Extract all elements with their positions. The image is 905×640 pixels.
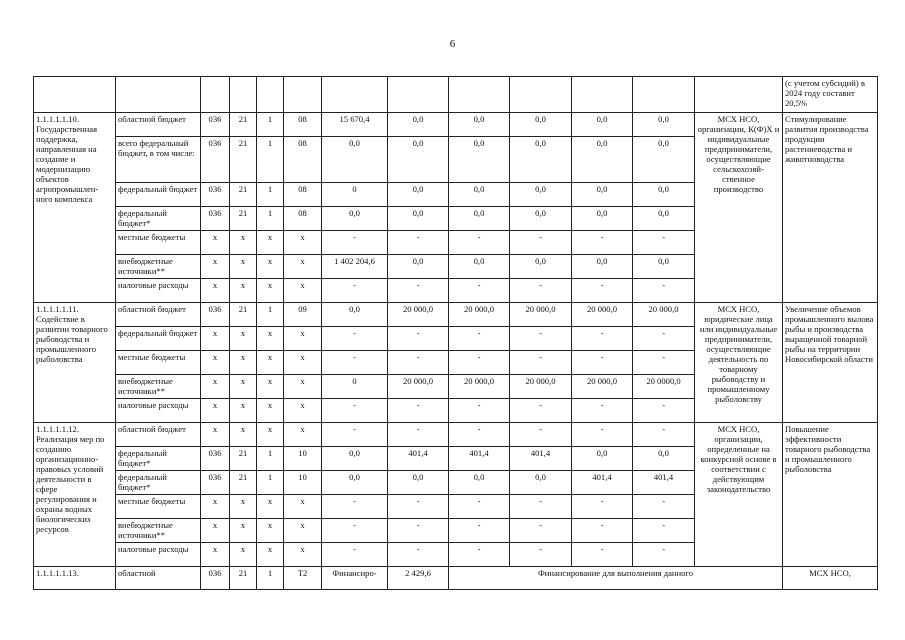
code-gov: 036 [201, 137, 230, 183]
amount-cell: - [388, 495, 449, 519]
code-program: 21 [230, 567, 257, 590]
funding-source: налоговые расходы [116, 279, 201, 303]
executor: МСХ НСО, юридические лица или индивидуальные предприниматели, осуществляющие деятельность по товарному рыбоводству и промышленному рыболовству [695, 303, 783, 423]
code-gov: x [201, 279, 230, 303]
amount-cell: - [388, 423, 449, 447]
amount-cell: 0,0 [510, 113, 572, 137]
amount-cell: - [572, 399, 633, 423]
funding-source: областной бюджет [116, 113, 201, 137]
amount-cell: - [449, 495, 510, 519]
amount-cell: - [388, 351, 449, 375]
amount-cell: 401,4 [633, 471, 695, 495]
code-gov: x [201, 327, 230, 351]
page-number: 6 [449, 38, 456, 50]
amount-cell: 0,0 [388, 207, 449, 231]
amount-cell: 1 402 204,6 [322, 255, 388, 279]
amount-cell: 0,0 [572, 207, 633, 231]
amount-cell: 0,0 [388, 183, 449, 207]
funding-source: внебюджетные источники** [116, 375, 201, 399]
code-activity: x [284, 399, 322, 423]
funding-source: федеральный бюджет [116, 327, 201, 351]
code-program: x [230, 423, 257, 447]
table-body [34, 77, 878, 590]
funding-source: налоговые расходы [116, 399, 201, 423]
amount-cell: - [388, 543, 449, 567]
funding-source: областной [116, 567, 201, 590]
amount-cell: 0,0 [322, 207, 388, 231]
code-activity: x [284, 255, 322, 279]
code-gov: x [201, 399, 230, 423]
amount-cell: 2 429,6 [388, 567, 449, 590]
amount-cell: - [388, 399, 449, 423]
amount-cell: - [633, 495, 695, 519]
header-row [34, 77, 878, 113]
funding-source: местные бюджеты [116, 231, 201, 255]
amount-cell: 0,0 [322, 471, 388, 495]
code-gov: 036 [201, 113, 230, 137]
amount-cell: - [449, 543, 510, 567]
code-activity: 10 [284, 447, 322, 471]
amount-cell: - [633, 399, 695, 423]
code-subprogram: 1 [257, 137, 284, 183]
amount-cell: 401,4 [388, 447, 449, 471]
amount-cell: 401,4 [572, 471, 633, 495]
code-subprogram: x [257, 423, 284, 447]
amount-cell: - [449, 279, 510, 303]
code-gov: 036 [201, 447, 230, 471]
amount-cell: 20 000,0 [449, 375, 510, 399]
code-gov: 036 [201, 303, 230, 327]
amount-cell: 0,0 [633, 255, 695, 279]
code-program: 21 [230, 183, 257, 207]
activity-name: 1.1.1.1.1.10. Государственная поддержка, направленная на создание и модернизацию объектов агропромышлен-ного комплекса [34, 113, 116, 303]
code-subprogram: x [257, 399, 284, 423]
expected-result: Стимулирование развития производства продукции растениеводства и животноводства [783, 113, 878, 303]
amount-cell: 0 [322, 375, 388, 399]
amount-cell: 401,4 [510, 447, 572, 471]
code-activity: x [284, 519, 322, 543]
amount-cell: 20 000,0 [633, 303, 695, 327]
amount-cell: 20 000,0 [449, 303, 510, 327]
code-program: x [230, 255, 257, 279]
amount-cell: 0,0 [388, 113, 449, 137]
code-subprogram: 1 [257, 567, 284, 590]
amount-cell: - [449, 423, 510, 447]
amount-cell: 0,0 [388, 137, 449, 183]
merged-note: Финансирование для выполнения данного [449, 567, 783, 590]
amount-cell: - [322, 351, 388, 375]
amount-cell: 0,0 [510, 471, 572, 495]
code-subprogram: x [257, 495, 284, 519]
amount-cell: 20 000,0 [572, 303, 633, 327]
amount-cell: - [510, 543, 572, 567]
code-program: 21 [230, 303, 257, 327]
amount-cell: 0,0 [633, 137, 695, 183]
code-subprogram: 1 [257, 447, 284, 471]
amount-cell: 401,4 [449, 447, 510, 471]
amount-cell: - [388, 519, 449, 543]
code-gov: 036 [201, 567, 230, 590]
code-gov: x [201, 519, 230, 543]
amount-cell: 0,0 [572, 137, 633, 183]
amount-cell: 0,0 [388, 255, 449, 279]
amount-cell: 0,0 [322, 303, 388, 327]
code-activity: x [284, 351, 322, 375]
amount-cell: 15 670,4 [322, 113, 388, 137]
amount-cell: 0,0 [449, 255, 510, 279]
amount-cell: - [633, 351, 695, 375]
program-table [33, 76, 878, 590]
code-program: x [230, 375, 257, 399]
amount-cell: - [449, 327, 510, 351]
amount-cell: 0,0 [572, 255, 633, 279]
amount-cell: - [572, 423, 633, 447]
code-activity: 08 [284, 137, 322, 183]
amount-cell: 0,0 [388, 471, 449, 495]
code-gov: x [201, 351, 230, 375]
code-subprogram: x [257, 231, 284, 255]
code-activity: Т2 [284, 567, 322, 590]
code-activity: x [284, 231, 322, 255]
amount-cell: - [633, 327, 695, 351]
funding-source: всего федеральный бюджет, в том числе: [116, 137, 201, 183]
code-program: 21 [230, 113, 257, 137]
funding-source: налоговые расходы [116, 543, 201, 567]
amount-cell: - [572, 351, 633, 375]
amount-cell: - [388, 231, 449, 255]
amount-cell: - [633, 279, 695, 303]
code-subprogram: 1 [257, 303, 284, 327]
funding-source: федеральный бюджет [116, 183, 201, 207]
activity-name: 1.1.1.1.1.13. [34, 567, 116, 590]
table-row [34, 567, 878, 590]
code-activity: x [284, 423, 322, 447]
amount-cell: - [572, 279, 633, 303]
amount-cell: - [388, 327, 449, 351]
code-program: x [230, 519, 257, 543]
code-subprogram: 1 [257, 113, 284, 137]
code-subprogram: x [257, 327, 284, 351]
funding-source: внебюджетные источники** [116, 519, 201, 543]
amount-cell: 0,0 [322, 137, 388, 183]
code-activity: 09 [284, 303, 322, 327]
code-subprogram: x [257, 519, 284, 543]
amount-cell: - [510, 495, 572, 519]
code-activity: 08 [284, 183, 322, 207]
amount-cell: - [572, 519, 633, 543]
amount-cell: - [322, 399, 388, 423]
amount-cell: 0,0 [449, 183, 510, 207]
code-subprogram: 1 [257, 183, 284, 207]
amount-cell: - [510, 399, 572, 423]
amount-cell: - [449, 231, 510, 255]
amount-cell: 0,0 [572, 447, 633, 471]
amount-cell: 0,0 [633, 447, 695, 471]
amount-cell: - [572, 231, 633, 255]
amount-cell: 0,0 [510, 207, 572, 231]
amount-cell: - [449, 399, 510, 423]
code-gov: x [201, 423, 230, 447]
amount-cell: 20 0000,0 [633, 375, 695, 399]
code-activity: 10 [284, 471, 322, 495]
amount-cell: 20 000,0 [510, 375, 572, 399]
amount-cell: 0 [322, 183, 388, 207]
code-gov: 036 [201, 207, 230, 231]
activity-name: 1.1.1.1.1.11. Содействие в развитии товарного рыбоводства и промышленного рыболовства [34, 303, 116, 423]
amount-cell: 20 000,0 [388, 375, 449, 399]
amount-cell: 0,0 [572, 183, 633, 207]
executor: МСХ НСО, организации, К(Ф)Х и индивидуальные предприниматели, осуществляющие сельскохозяй-ственное производство [695, 113, 783, 303]
expected-result: Повышение эффективности товарного рыбоводства и промышленного рыболовства [783, 423, 878, 567]
amount-cell: - [633, 543, 695, 567]
funding-source: местные бюджеты [116, 351, 201, 375]
amount-cell: 0,0 [633, 183, 695, 207]
code-program: x [230, 399, 257, 423]
funding-source: областной бюджет [116, 423, 201, 447]
amount-cell: - [322, 543, 388, 567]
funding-source: федеральный бюджет* [116, 447, 201, 471]
code-subprogram: x [257, 375, 284, 399]
code-gov: x [201, 495, 230, 519]
amount-cell: 20 000,0 [510, 303, 572, 327]
amount-cell: - [322, 231, 388, 255]
code-program: x [230, 279, 257, 303]
code-activity: x [284, 375, 322, 399]
code-gov: x [201, 543, 230, 567]
amount-cell: 0,0 [510, 255, 572, 279]
code-program: 21 [230, 447, 257, 471]
code-subprogram: x [257, 351, 284, 375]
code-subprogram: x [257, 255, 284, 279]
funding-source: федеральный бюджет* [116, 471, 201, 495]
code-program: 21 [230, 471, 257, 495]
code-gov: x [201, 255, 230, 279]
amount-cell: - [572, 495, 633, 519]
amount-cell: - [322, 327, 388, 351]
executor: МСХ НСО, организации, определенные на конкурсной основе в соответствии с действующим законодательство [695, 423, 783, 567]
amount-cell: - [510, 327, 572, 351]
amount-cell: - [633, 231, 695, 255]
amount-cell: 0,0 [510, 137, 572, 183]
code-program: 21 [230, 207, 257, 231]
funding-source: местные бюджеты [116, 495, 201, 519]
code-program: x [230, 327, 257, 351]
expected-result: Увеличение объемов промышленного вылова рыбы и производства выращенной товарной рыбы на территории Новосибирской области [783, 303, 878, 423]
amount-cell: - [572, 543, 633, 567]
amount-cell: - [633, 519, 695, 543]
code-subprogram: 1 [257, 471, 284, 495]
amount-cell: 0,0 [572, 113, 633, 137]
amount-cell: - [633, 423, 695, 447]
amount-cell: 0,0 [449, 113, 510, 137]
code-subprogram: x [257, 279, 284, 303]
amount-cell: 0,0 [633, 113, 695, 137]
amount-cell: - [510, 231, 572, 255]
amount-cell: - [322, 279, 388, 303]
amount-cell: 20 000,0 [572, 375, 633, 399]
amount-cell: - [572, 327, 633, 351]
amount-cell: - [510, 279, 572, 303]
executor: МСХ НСО, [783, 567, 878, 590]
code-activity: x [284, 543, 322, 567]
code-activity: x [284, 495, 322, 519]
amount-cell: - [322, 423, 388, 447]
code-activity: x [284, 327, 322, 351]
amount-cell: 0,0 [322, 447, 388, 471]
code-program: x [230, 543, 257, 567]
amount-cell: - [449, 351, 510, 375]
code-activity: 08 [284, 207, 322, 231]
table-row [34, 303, 878, 327]
amount-cell: 0,0 [510, 183, 572, 207]
code-activity: 08 [284, 113, 322, 137]
amount-cell: - [322, 495, 388, 519]
code-subprogram: x [257, 543, 284, 567]
code-activity: x [284, 279, 322, 303]
amount-cell: - [388, 279, 449, 303]
amount-cell: 0,0 [633, 207, 695, 231]
activity-name: 1.1.1.1.1.12. Реализация мер по созданию организационно-правовых условий деятельности в сфере регулирования и охраны водных биологических ресурсов [34, 423, 116, 567]
funding-source: федеральный бюджет* [116, 207, 201, 231]
code-program: x [230, 495, 257, 519]
code-program: x [230, 351, 257, 375]
amount-cell: Финансиро- [322, 567, 388, 590]
amount-cell: 0,0 [449, 137, 510, 183]
amount-cell: 0,0 [449, 471, 510, 495]
funding-source: областной бюджет [116, 303, 201, 327]
code-program: x [230, 231, 257, 255]
amount-cell: - [449, 519, 510, 543]
code-subprogram: 1 [257, 207, 284, 231]
amount-cell: - [510, 351, 572, 375]
table-row [34, 423, 878, 447]
code-gov: x [201, 231, 230, 255]
amount-cell: 20 000,0 [388, 303, 449, 327]
amount-cell: - [322, 519, 388, 543]
code-gov: x [201, 375, 230, 399]
table-row [34, 113, 878, 137]
header-note: (с учетом субсидий) в 2024 году составит 20,5% [783, 77, 878, 113]
code-program: 21 [230, 137, 257, 183]
amount-cell: - [510, 423, 572, 447]
amount-cell: - [510, 519, 572, 543]
code-gov: 036 [201, 471, 230, 495]
code-gov: 036 [201, 183, 230, 207]
amount-cell: 0,0 [449, 207, 510, 231]
funding-source: внебюджетные источники** [116, 255, 201, 279]
